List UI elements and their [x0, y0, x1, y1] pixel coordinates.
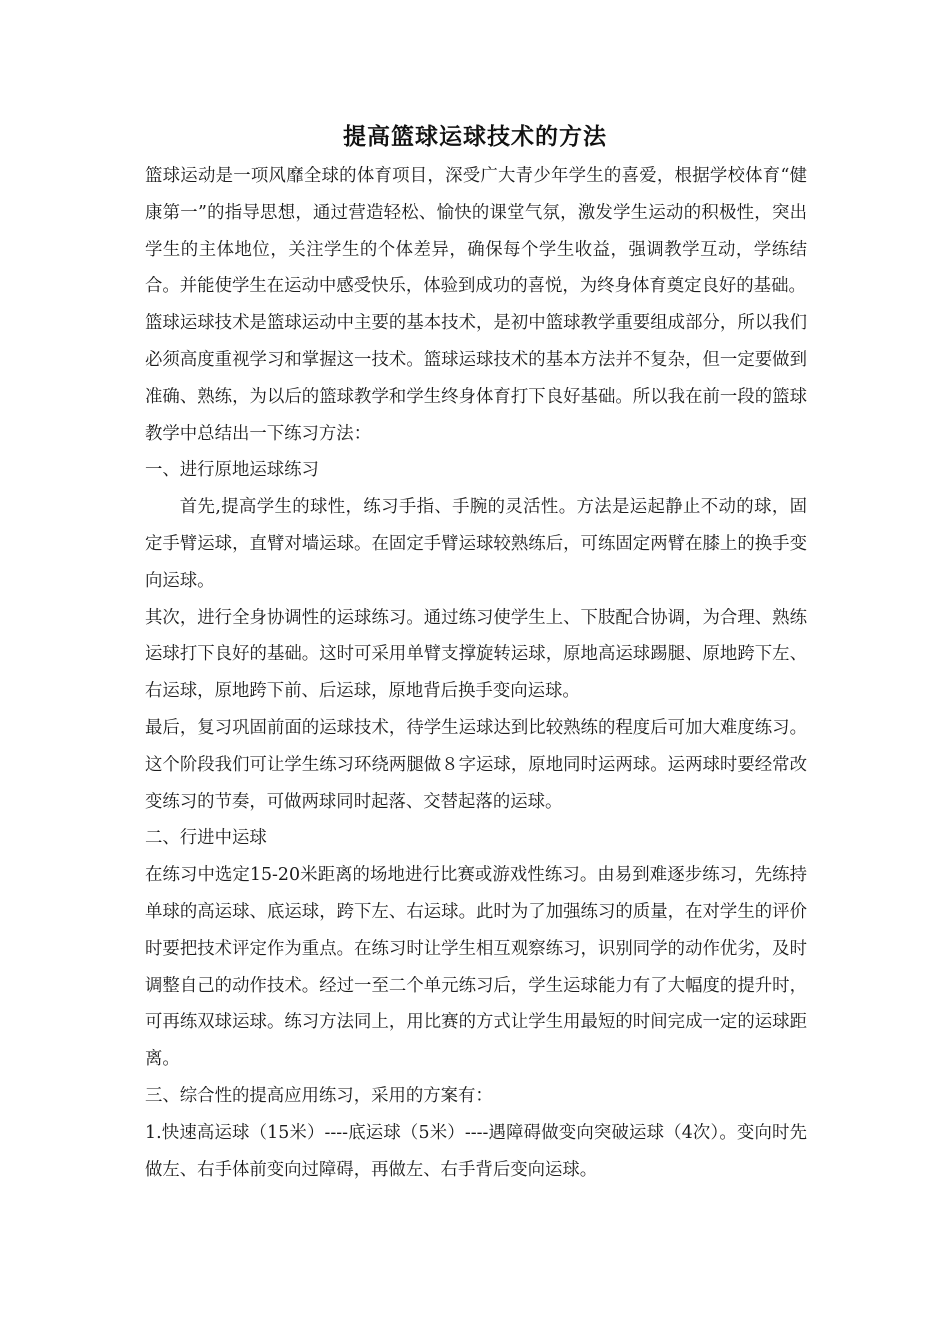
- section-heading-1: 一、进行原地运球练习: [145, 460, 319, 481]
- first-step-paragraph: 首先,提高学生的球性，练习手指、手腕的灵活性。方法是运起静止不动的球，固定手臂运球，直臂对墙运球。在固定手臂运球较熟练后，可练固定两臂在膝上的换手变向运球。: [145, 497, 807, 591]
- third-step-paragraph: 最后，复习巩固前面的运球技术，待学生运球达到比较熟练的程度后可加大难度练习。这个阶段我们可让学生练习环绕两腿做８字运球，原地同时运两球。运两球时要经常改变练习的节奏，可做两球同时起落、交替起落的运球。: [145, 717, 807, 812]
- document-body: [145, 158, 807, 1188]
- technique-paragraph: 篮球运球技术是篮球运动中主要的基本技术，是初中篮球教学重要组成部分，所以我们必须高度重视学习和掌握这一技术。篮球运球技术的基本方法并不复杂，但一定要做到准确、熟练，为以后的篮球教学和学生终身体育打下良好基础。所以我在前一段的篮球教学中总结出一下练习方法：: [145, 313, 807, 444]
- section-heading-2: 二、行进中运球: [145, 828, 267, 849]
- second-step-paragraph: 其次，进行全身协调性的运球练习。通过练习使学生上、下肢配合协调，为合理、熟练运球打下良好的基础。这时可采用单臂支撑旋转运球，原地高运球踢腿、原地跨下左、右运球，原地跨下前、后运球，原地背后换手变向运球。: [145, 607, 807, 702]
- document-title: 提高篮球运球技术的方法: [343, 123, 607, 150]
- intro-paragraph: 篮球运动是一项风靡全球的体育项目，深受广大青少年学生的喜爱，根据学校体育“健康第一”的指导思想，通过营造轻松、愉快的课堂气氛，激发学生运动的积极性，突出学生的主体地位，关注学生的个体差异，确保每个学生收益，强调教学互动，学练结合。并能使学生在运动中感受快乐，体验到成功的喜悦，为终身体育奠定良好的基础。: [145, 166, 807, 297]
- moving-dribble-paragraph: 在练习中选定15-20米距离的场地进行比赛或游戏性练习。由易到难逐步练习，先练持单球的高运球、底运球，跨下左、右运球。此时为了加强练习的质量，在对学生的评价时要把技术评定作为重点。在练习时让学生相互观察练习，识别同学的动作优劣，及时调整自己的动作技术。经过一至二个单元练习后，学生运球能力有了大幅度的提升时，可再练双球运球。练习方法同上，用比赛的方式让学生用最短的时间完成一定的运球距离。: [145, 865, 807, 1070]
- section-heading-3: 三、综合性的提高应用练习，采用的方案有：: [145, 1085, 493, 1106]
- plan-item-1: 1.快速高运球（15米）----底运球（5米）----遇障碍做变向突破运球（4次）。变向时先做左、右手体前变向过障碍，再做左、右手背后变向运球。: [145, 1122, 807, 1180]
